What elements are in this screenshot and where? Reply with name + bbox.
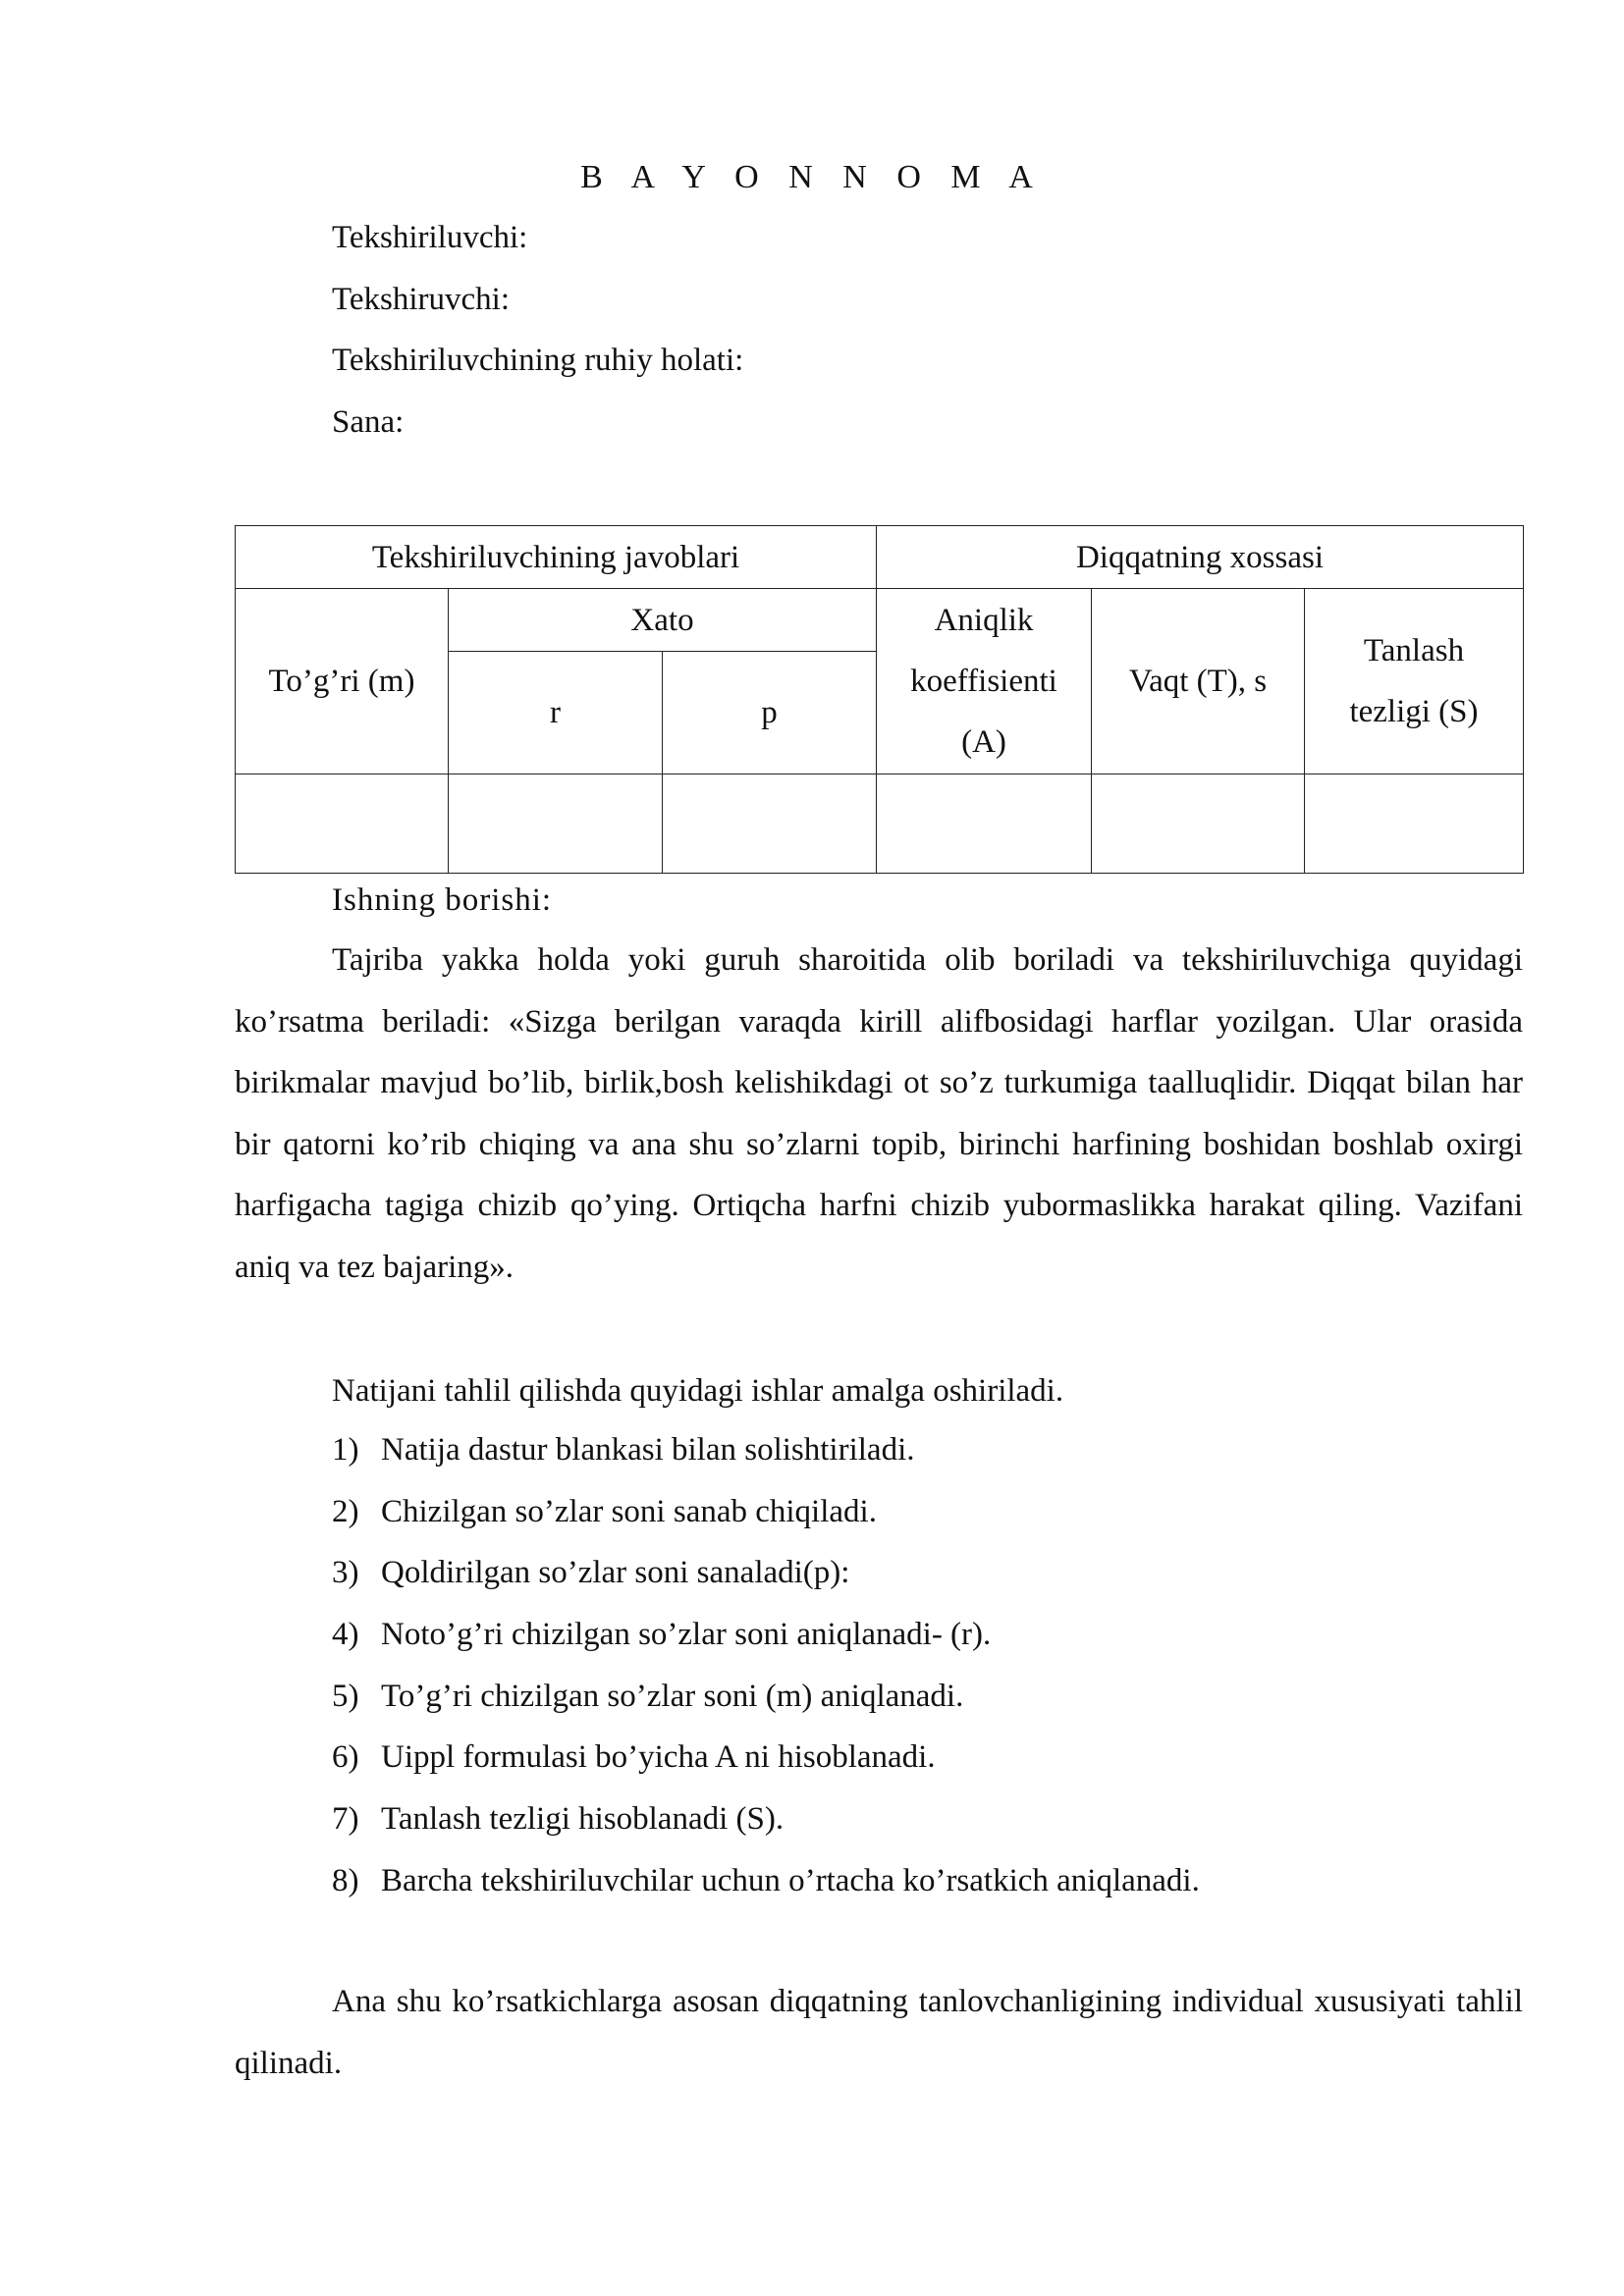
step-number: 1) (332, 1432, 359, 1468)
step-number: 5) (332, 1678, 359, 1714)
header-accuracy (877, 589, 1092, 774)
step-text: Qoldirilgan so’zlar soni sanaladi(p): (381, 1555, 850, 1591)
step-number: 4) (332, 1617, 359, 1653)
field-mental-state: Tekshiriluvchining ruhiy holati: (332, 343, 744, 378)
procedure-text: Tajriba yakka holda yoki guruh sharoitida olib boriladi va tekshiriluvchiga quyidagi ko’rsatma beriladi: «Sizga berilgan varaqda kirill alifbosidagi harflar yozilgan. Ular orasida birikmalar mavjud bo’lib, birlik,bosh kelishikdagi ot so’z turkumiga taalluqlidir. Diqqat bilan har bir qatorni ko’rib chiqing va ana shu so’zlarni topib, birinchi harfining boshidan boshlab oxirgi harfigacha tagiga chizib qo’ying. Ortiqcha harfni chizib yubormaslikka harakat qiling. Vazifani aniq va tez bajaring». (235, 942, 1523, 1285)
results-table (235, 525, 1524, 874)
list-item (332, 1857, 1200, 1919)
header-accuracy-line-1: Aniqlik (934, 603, 1034, 638)
step-text: Chizilgan so’zlar soni sanab chiqiladi. (381, 1493, 877, 1529)
header-attention-property: Diqqatning xossasi (877, 526, 1524, 589)
step-number: 2) (332, 1493, 359, 1529)
header-error-p: p (663, 652, 877, 774)
header-examinee-answers: Tekshiriluvchining javoblari (236, 526, 877, 589)
header-error: Xato (449, 589, 877, 652)
document-title: B A Y O N N O M A (580, 159, 1044, 195)
cell-speed[interactable] (1305, 774, 1524, 874)
list-item (332, 1549, 1200, 1611)
field-examiner: Tekshiruvchi: (332, 282, 510, 317)
step-number: 6) (332, 1739, 359, 1776)
analysis-steps-list (332, 1426, 1200, 1919)
header-time: Vaqt (T), s (1092, 589, 1305, 774)
step-text: Noto’g’ri chizilgan so’zlar soni aniqlanadi- (r). (381, 1617, 992, 1653)
header-accuracy-line-2: koeffisienti (910, 664, 1057, 699)
conclusion-text: Ana shu ko’rsatkichlarga asosan diqqatning tanlovchanligining individual xususiyati tahlil qilinadi. (235, 1984, 1523, 2081)
step-text: Uippl formulasi bo’yicha A ni hisoblanadi. (381, 1739, 936, 1776)
cell-error-r[interactable] (449, 774, 663, 874)
cell-accuracy[interactable] (877, 774, 1092, 874)
header-speed (1305, 589, 1524, 774)
field-examinee: Tekshiriluvchi: (332, 220, 528, 255)
table-row (236, 774, 1524, 874)
header-speed-line-1: Tanlash (1363, 633, 1465, 668)
field-date: Sana: (332, 404, 405, 440)
step-text: Tanlash tezligi hisoblanadi (S). (381, 1801, 785, 1838)
cell-correct[interactable] (236, 774, 449, 874)
header-error-r: r (449, 652, 663, 774)
list-item (332, 1673, 1200, 1735)
step-number: 3) (332, 1555, 359, 1591)
list-item (332, 1488, 1200, 1550)
step-number: 8) (332, 1862, 359, 1898)
list-item (332, 1611, 1200, 1673)
header-correct: To’g’ri (m) (236, 589, 449, 774)
list-item (332, 1426, 1200, 1488)
cell-error-p[interactable] (663, 774, 877, 874)
header-speed-line-2: tezligi (S) (1349, 694, 1479, 729)
step-text: Natija dastur blankasi bilan solishtiriladi. (381, 1432, 915, 1468)
step-text: Barcha tekshiriluvchilar uchun o’rtacha ko’rsatkich aniqlanadi. (381, 1862, 1200, 1898)
step-number: 7) (332, 1801, 359, 1838)
list-item (332, 1734, 1200, 1795)
cell-time[interactable] (1092, 774, 1305, 874)
step-text: To’g’ri chizilgan so’zlar soni (m) aniqlanadi. (381, 1678, 964, 1714)
procedure-label: Ishning borishi: (332, 882, 553, 918)
analysis-intro: Natijani tahlil qilishda quyidagi ishlar amalga oshiriladi. (332, 1373, 1064, 1409)
header-accuracy-line-3: (A) (961, 724, 1006, 760)
list-item (332, 1795, 1200, 1857)
